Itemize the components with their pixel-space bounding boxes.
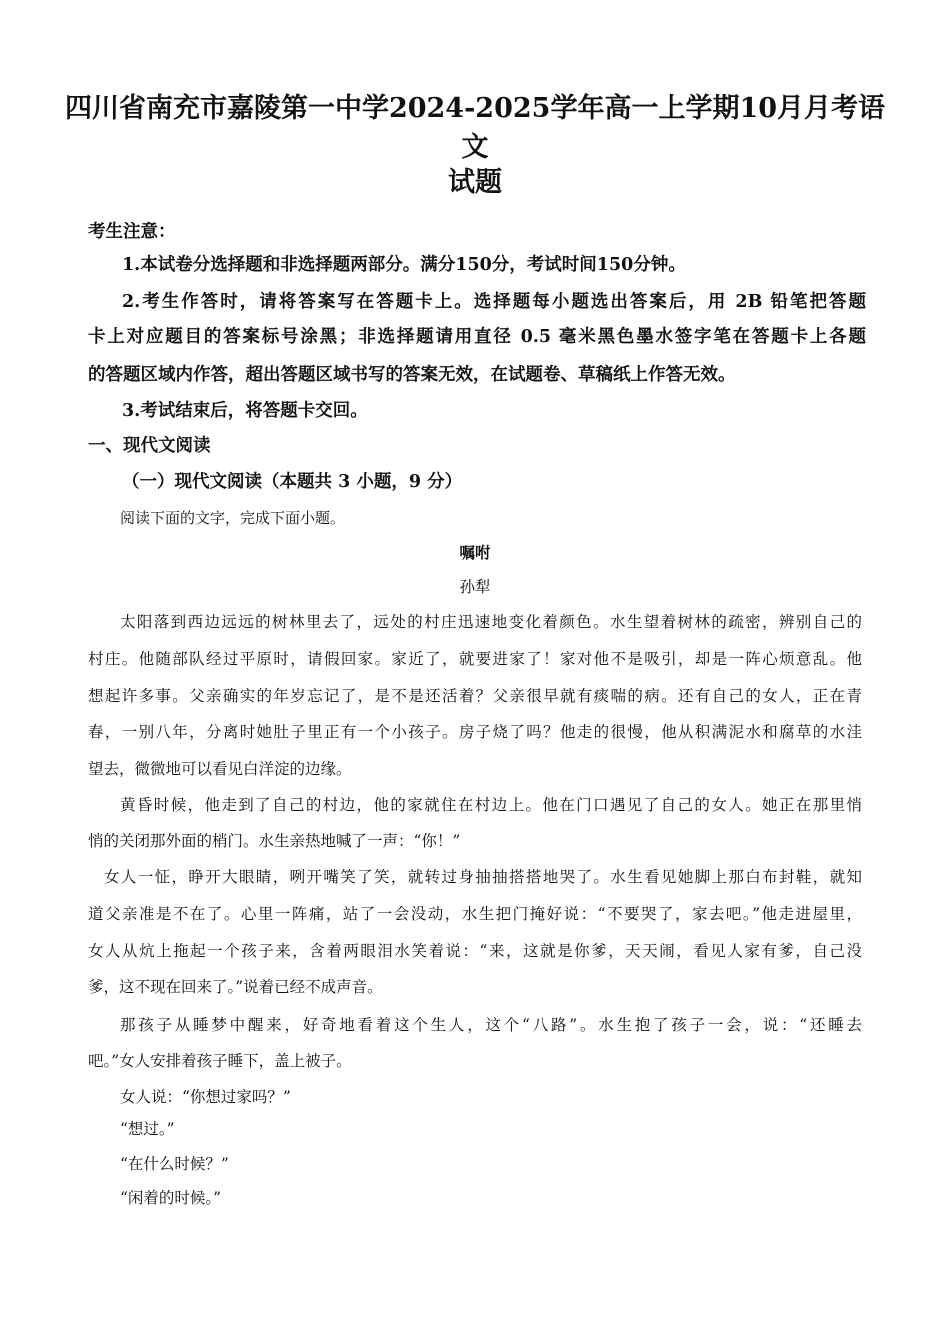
reading-instruction: 阅读下面的文字，完成下面小题。 (120, 509, 346, 527)
paragraph-3-line4: 爹，这不现在回来了。”说着已经不成声音。 (88, 978, 383, 996)
dialogue-line-3: “在什么时候？” (120, 1155, 229, 1173)
dialogue-line-2: “想过。” (120, 1120, 175, 1138)
dialogue-line-4: “闲着的时候。” (120, 1189, 222, 1207)
paragraph-1-line3: 想起许多事。父亲确实的年岁忘记了，是不是还活着？父亲很早就有痰喘的病。还有自己的女人，正在青 (88, 687, 862, 705)
notice-item-2-line1: 2.考生作答时，请将答案写在答题卡上。选择题每小题选出答案后，用 2B 铅笔把答题 (122, 292, 866, 312)
dialogue-line-1: 女人说：“你想过家吗？” (120, 1088, 291, 1106)
notice-item-3: 3.考试结束后，将答题卡交回。 (122, 401, 368, 421)
section-heading: 一、现代文阅读 (88, 436, 211, 456)
passage-author: 孙犁 (459, 578, 491, 596)
notice-heading: 考生注意： (88, 222, 176, 242)
paragraph-2-line1: 黄昏时候，他走到了自己的村边，他的家就住在村边上。他在门口遇见了自己的女人。她正在那里悄 (120, 796, 862, 814)
paragraph-1-line5: 望去，微微地可以看见白洋淀的边缘。 (88, 760, 352, 778)
paragraph-4-line2: 吧。”女人安排着孩子睡下，盖上被子。 (88, 1052, 352, 1070)
notice-item-1: 1.本试卷分选择题和非选择题两部分。满分150分，考试时间150分钟。 (122, 255, 686, 275)
notice-item-2-line2: 卡上对应题目的答案标号涂黑；非选择题请用直径 0.5 毫米黑色墨水签字笔在答题卡上各题 (88, 327, 866, 347)
subsection-heading: （一）现代文阅读（本题共 3 小题，9 分） (122, 472, 463, 492)
passage-title: 嘱咐 (459, 543, 491, 562)
notice-item-2-line3: 的答题区域内作答，超出答题区域书写的答案无效，在试题卷、草稿纸上作答无效。 (88, 365, 736, 385)
paragraph-3-line2: 道父亲准是不在了。心里一阵痛，站了一会没动，水生把门掩好说：“不要哭了，家去吧。”他走进屋里， (88, 905, 862, 923)
paragraph-3-line3: 女人从炕上拖起一个孩子来，含着两眼泪水笑着说：“来，这就是你爹，天天闹，看见人家有爹，自己没 (88, 942, 862, 960)
paragraph-2-line2: 悄的关闭那外面的梢门。水生亲热地喊了一声：“你！” (88, 832, 461, 850)
exam-title-line2: 试题 (448, 167, 502, 198)
paragraph-1-line4: 春，一别八年，分离时她肚子里正有一个小孩子。房子烧了吗？他走的很慢，他从积满泥水和腐草的水洼 (88, 723, 862, 741)
paragraph-3-line1: 女人一怔，睁开大眼睛，咧开嘴笑了笑，就转过身抽抽搭搭地哭了。水生看见她脚上那白布封鞋，就知 (104, 868, 862, 886)
paragraph-1-line2: 村庄。他随部队经过平原时，请假回家。家近了，就要进家了！家对他不是吸引，却是一阵心烦意乱。他 (88, 650, 862, 668)
paragraph-4-line1: 那孩子从睡梦中醒来，好奇地看着这个生人，这个“八路”。水生抱了孩子一会，说：“还睡去 (120, 1016, 862, 1034)
paragraph-1-line1: 太阳落到西边远远的树林里去了，远处的村庄迅速地变化着颜色。水生望着树林的疏密，辨别自己的 (120, 613, 862, 631)
exam-title-line1: 四川省南充市嘉陵第一中学2024-2025学年高一上学期10月月考语文 (64, 93, 886, 163)
